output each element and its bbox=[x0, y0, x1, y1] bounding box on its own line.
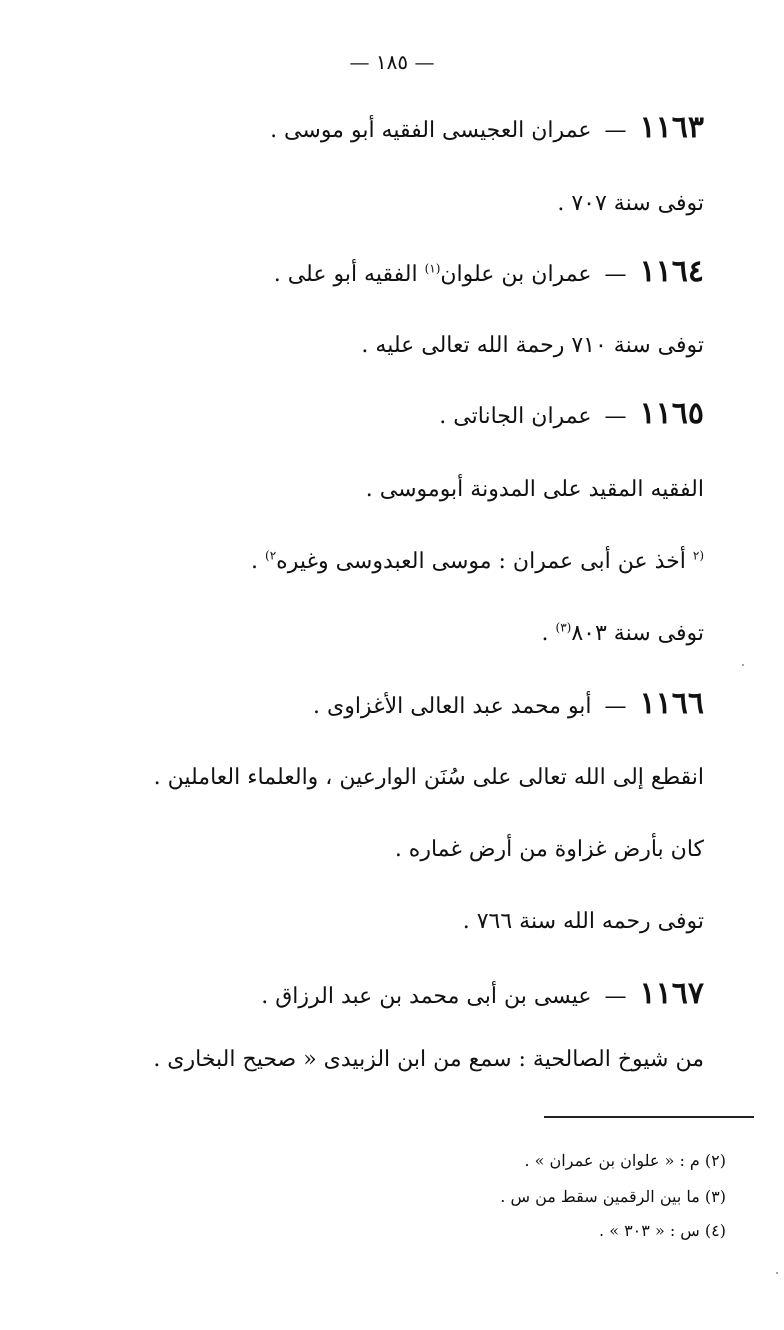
entry-1166-line-2: كان بأرض غزاوة من أرض غماره . bbox=[394, 837, 704, 862]
entry-1165-line-1: الفقيه المقيد على المدونة أبوموسى . bbox=[365, 477, 704, 502]
body-text: . bbox=[251, 549, 266, 574]
scan-speck bbox=[776, 1272, 778, 1274]
entry-1167-line-1: من شيوخ الصالحية : سمع من ابن الزبيدى « صحيح البخارى . bbox=[153, 1047, 704, 1072]
entry-1165-heading bbox=[439, 398, 704, 433]
entry-heading-text: عيسى بن أبى محمد بن عبد الرزاق . bbox=[261, 984, 592, 1009]
footnote-ref: (٢ bbox=[692, 548, 704, 563]
entry-dash: — bbox=[604, 404, 627, 429]
entry-1165-death-line bbox=[542, 618, 704, 650]
entry-1165-line-2 bbox=[251, 546, 704, 578]
entry-number: ١١٦٥ bbox=[639, 396, 704, 431]
footnote-ref: (٣) bbox=[555, 620, 572, 635]
page-number: — ١٨٥ — bbox=[349, 50, 435, 74]
scan-speck bbox=[742, 664, 744, 666]
body-text: أخذ عن أبى عمران : موسى العبدوسى وغيره bbox=[276, 549, 693, 574]
footnote-2: (٢) م : « علوان بن عمران » . bbox=[524, 1151, 726, 1170]
entry-number: ١١٦٣ bbox=[639, 110, 704, 145]
entry-1166-heading bbox=[313, 688, 704, 723]
footnote-4: (٤) س : « ٣٠٣ » . bbox=[599, 1221, 726, 1240]
body-text: توفى سنة ٨٠٣ bbox=[571, 621, 704, 646]
entry-1163-death-line: توفى سنة ٧٠٧ . bbox=[557, 191, 704, 216]
entry-number: ١١٦٦ bbox=[639, 686, 704, 721]
entry-number: ١١٦٧ bbox=[639, 976, 704, 1011]
entry-1164-heading bbox=[274, 256, 704, 291]
entry-dash: — bbox=[604, 118, 627, 143]
entry-1164-death-line: توفى سنة ٧١٠ رحمة الله تعالى عليه . bbox=[361, 333, 704, 358]
entry-heading-text: عمران العجيسى الفقيه أبو موسى . bbox=[270, 118, 592, 143]
entry-heading-text: عمران الجاناتى . bbox=[439, 404, 592, 429]
footnote-separator bbox=[544, 1116, 754, 1118]
footnote-ref: (١) bbox=[424, 261, 441, 276]
entry-dash: — bbox=[604, 694, 627, 719]
entry-1166-line-1: انقطع إلى الله تعالى على سُنَن الوارعين ، والعلماء العاملين . bbox=[153, 765, 704, 790]
entry-heading-text: أبو محمد عبد العالى الأغزاوى . bbox=[312, 694, 592, 719]
entry-dash: — bbox=[604, 984, 627, 1009]
entry-1167-heading bbox=[261, 978, 704, 1013]
footnote-ref: ٢) bbox=[265, 548, 277, 563]
entry-heading-text: الفقيه أبو على . bbox=[273, 262, 425, 287]
entry-1163-heading bbox=[270, 112, 704, 147]
entry-heading-text: عمران بن علوان bbox=[440, 262, 592, 287]
entry-number: ١١٦٤ bbox=[639, 254, 704, 289]
footnote-3: (٣) ما بين الرقمين سقط من س . bbox=[500, 1187, 726, 1206]
body-text: . bbox=[541, 621, 556, 646]
entry-dash: — bbox=[604, 262, 627, 287]
entry-1166-death-line: توفى رحمه الله سنة ٧٦٦ . bbox=[462, 909, 704, 934]
